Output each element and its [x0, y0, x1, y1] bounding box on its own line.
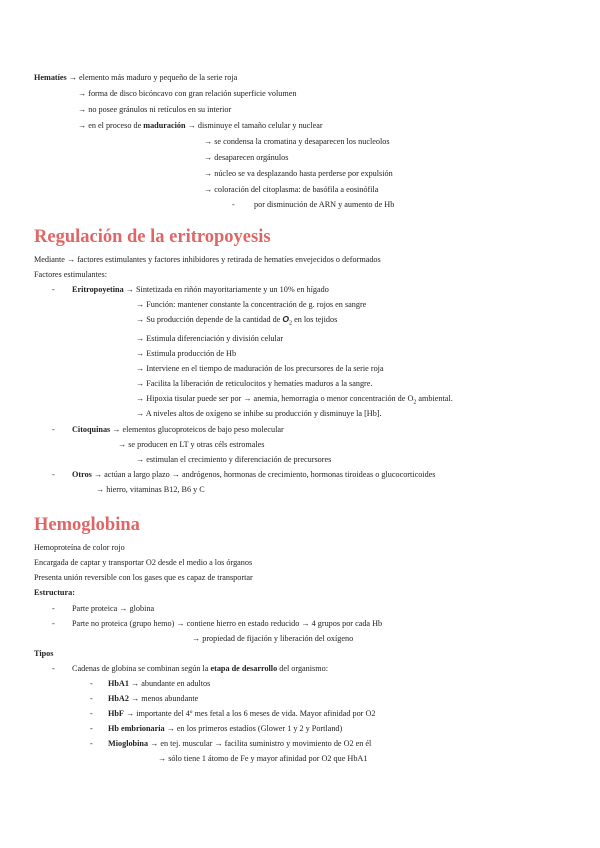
hematies-line-5: → se condensa la cromatina y desaparecen los nucleolos — [204, 137, 390, 146]
hematies-disminuye: → disminuye el tamaño celular y nuclear — [187, 121, 323, 130]
epo-line-3 — [136, 314, 337, 330]
hematies-proceso: → en el proceso de — [78, 121, 142, 130]
estructura-item-1: Parte proteica → globina — [72, 604, 155, 613]
epo-depende: → Su producción depende de la cantidad de — [136, 315, 281, 324]
hematies-def-1: → elemento más maduro y pequeño de la serie roja — [68, 73, 238, 82]
estructura-item-2: Parte no proteica (grupo hemo) → contiene hierro en estado reducido → 4 grupos por cada Hb — [72, 619, 383, 628]
hba1-def: → abundante en adultos — [130, 679, 211, 688]
epo-title: Eritropoyetina — [72, 285, 124, 294]
hematies-dash: - — [232, 200, 235, 209]
hba2-line — [108, 693, 198, 704]
hba2-title: HbA2 — [108, 694, 129, 703]
epo-line-7: → Facilita la liberación de reticulocitos y hematíes maduros a la sangre. — [136, 379, 373, 388]
estructura-item-3: → propiedad de fijación y liberación del oxígeno — [192, 634, 354, 643]
bullet-dash: - — [52, 664, 55, 673]
bullet-dash: - — [90, 679, 93, 688]
mio-line-1 — [108, 738, 371, 749]
hba1-line — [108, 678, 210, 689]
bullet-dash: - — [52, 470, 55, 479]
regulacion-line-2: Factores estimulantes: — [34, 270, 107, 279]
bullet-dash: - — [90, 724, 93, 733]
otros-title: Otros — [72, 470, 92, 479]
bullet-dash: - — [90, 739, 93, 748]
hematies-line-8: → coloración del citoplasma: de basófila a eosinófila — [204, 185, 379, 194]
hba2-def: → menos abundante — [130, 694, 199, 703]
hematies-line-3: → no posee gránulos ni retículos en su interior — [78, 105, 232, 114]
hb-line-3: Presenta unión reversible con los gases que es capaz de transportar — [34, 573, 253, 582]
hbf-line — [108, 708, 375, 719]
hbe-line — [108, 723, 342, 734]
hbe-title: Hb embrionaria — [108, 724, 165, 733]
epo-ambiental: ambiental. — [416, 394, 453, 403]
tipos-organismo: del organismo: — [279, 664, 328, 673]
hematies-line-2: → forma de disco bicóncavo con gran relación superficie volumen — [78, 89, 297, 98]
cito-title: Citoquinas — [72, 425, 111, 434]
epo-o2-sub-2: 2 — [413, 399, 417, 406]
hematies-line-4 — [78, 120, 323, 131]
hbf-def: → importante del 4º mes fetal a los 6 meses de vida. Mayor afinidad por O2 — [125, 709, 376, 718]
otros-def-1: → actúan a largo plazo → andrógenos, hormonas de crecimiento, hormonas tiroideas o glucocorticoides — [93, 470, 436, 479]
bullet-dash: - — [52, 285, 55, 294]
tipos-line-1 — [72, 663, 328, 674]
estructura-title: Estructura: — [34, 588, 75, 597]
heading-hemoglobina: Hemoglobina — [34, 515, 140, 535]
bullet-dash: - — [90, 709, 93, 718]
cito-def-1: → elementos glucoproteicos de bajo peso molecular — [112, 425, 284, 434]
epo-o2-subscript: 2 — [289, 320, 293, 327]
hba1-title: HbA1 — [108, 679, 129, 688]
hematies-maduracion: maduración — [143, 121, 186, 130]
epo-line-2: → Función: mantener constante la concentración de g. rojos en sangre — [136, 300, 367, 309]
hbe-def: → en los primeros estadíos (Glower 1 y 2 y Portland) — [166, 724, 343, 733]
hb-line-2: Encargada de captar y transportar O2 desde el medio a los órganos — [34, 558, 253, 567]
epo-line-5: → Estimula producción de Hb — [136, 349, 237, 358]
epo-line-8 — [136, 393, 453, 409]
epo-line-4: → Estimula diferenciación y división celular — [136, 334, 284, 343]
otros-line-2: → hierro, vitaminas B12, B6 y C — [96, 485, 205, 494]
bullet-dash: - — [52, 604, 55, 613]
epo-def-1: → Sintetizada en riñón mayoritariamente y un 10% en hígado — [125, 285, 329, 294]
cito-line-2: → se producen en LT y otras céls estromales — [118, 440, 265, 449]
epo-line-1 — [72, 284, 329, 295]
epo-line-6: → Interviene en el tiempo de maduración de los precursores de la serie roja — [136, 364, 384, 373]
mio-title: Mioglobina — [108, 739, 149, 748]
bullet-dash: - — [90, 694, 93, 703]
hematies-title: Hematíes — [34, 73, 67, 82]
tipos-title: Tipos — [34, 649, 54, 658]
cito-line-3: → estimulan el crecimiento y diferenciación de precursores — [136, 455, 332, 464]
mio-line-2: → sólo tiene 1 átomo de Fe y mayor afinidad por O2 que HbA1 — [158, 754, 368, 763]
epo-tejidos: en los tejidos — [294, 315, 338, 324]
tipos-etapa: etapa de desarrollo — [210, 664, 278, 673]
hematies-line-9: por disminución de ARN y aumento de Hb — [254, 200, 395, 209]
hematies-line-7: → núcleo se va desplazando hasta perderse por expulsión — [204, 169, 393, 178]
heading-regulacion: Regulación de la eritropoyesis — [34, 227, 271, 247]
hb-line-1: Hemoproteína de color rojo — [34, 543, 125, 552]
epo-hipoxia: → Hipoxia tisular puede ser por → anemia, hemorragia o menor concentración de O — [136, 394, 414, 403]
epo-line-9: → A niveles altos de oxígeno se inhibe su producción y disminuye la [Hb]. — [136, 409, 382, 418]
hematies-line-6: → desaparecen orgánulos — [204, 153, 289, 162]
regulacion-line-1: Mediante → factores estimulantes y factores inhibidores y retirada de hematíes envejecidos o deformados — [34, 255, 381, 264]
hematies-line-1 — [34, 72, 237, 83]
bullet-dash: - — [52, 619, 55, 628]
tipos-cadenas: Cadenas de globina se combinan según la — [72, 664, 209, 673]
hbf-title: HbF — [108, 709, 124, 718]
epo-o2-symbol: O — [282, 314, 290, 324]
mio-def-1: → en tej. muscular → facilita suministro y movimiento de O2 en él — [150, 739, 372, 748]
bullet-dash: - — [52, 425, 55, 434]
cito-line-1 — [72, 424, 284, 435]
otros-line-1 — [72, 469, 436, 480]
